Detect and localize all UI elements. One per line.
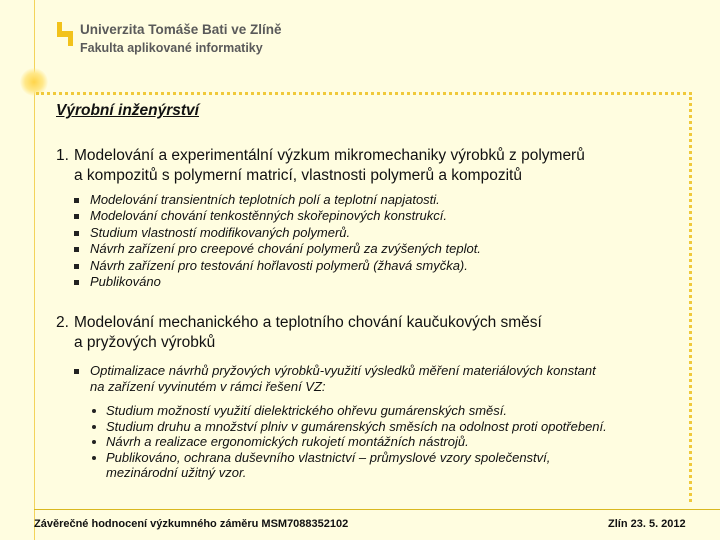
round-bullet-icon: [92, 409, 96, 413]
list-item-line-2: na zařízení vyvinutém v rámci řešení VZ:: [90, 379, 326, 395]
list-item: Návrh a realizace ergonomických rukojetí montážních nástrojů.: [90, 434, 690, 450]
section-1-list: [72, 192, 672, 290]
square-bullet-icon: [74, 198, 79, 203]
footer-date: Zlín 23. 5. 2012: [608, 518, 686, 530]
section-2-heading: [56, 313, 686, 353]
list-item: Publikováno, ochrana duševního vlastnictví – průmyslové vzory společenství, mezinárodní užitný vzor.: [90, 450, 690, 481]
square-bullet-icon: [74, 369, 79, 374]
section-1-heading: [56, 146, 686, 186]
list-item: Studium možností využití dielektrického ohřevu gumárenských směsí.: [90, 403, 690, 419]
list-item: Návrh zařízení pro creepové chování polymerů za zvýšených teplot.: [72, 241, 672, 257]
square-bullet-icon: [74, 231, 79, 236]
round-bullet-icon: [92, 440, 96, 444]
list-item-line-1: Optimalizace návrhů pryžových výrobků-využití výsledků měření materiálových konstant: [90, 363, 596, 378]
list-item: Publikováno: [72, 274, 672, 290]
list-item-continuation: mezinárodní užitný vzor.: [106, 465, 247, 480]
square-bullet-icon: [74, 280, 79, 285]
university-name: Univerzita Tomáše Bati ve Zlíně: [80, 22, 282, 37]
section-2-heading-line-2: a pryžových výrobků: [74, 334, 216, 351]
list-item: Modelování transientních teplotních polí a teplotní napjatosti.: [72, 192, 672, 208]
section-2-number: 2.: [56, 314, 69, 331]
faculty-name: Fakulta aplikované informatiky: [80, 41, 263, 55]
list-item: Studium druhu a množství plniv v gumárenských směsích na odolnost proti opotřebení.: [90, 419, 690, 435]
section-2-heading-line-1: Modelování mechanického a teplotního chování kaučukových směsí: [74, 314, 542, 331]
list-item: [72, 363, 672, 396]
section-1-number: 1.: [56, 147, 69, 164]
page-title: Výrobní inženýrství: [56, 102, 199, 119]
list-item: Modelování chování tenkostěnných skořepinových konstrukcí.: [72, 208, 672, 224]
list-item: Studium vlastností modifikovaných polymerů.: [72, 225, 672, 241]
section-1-heading-line-2: a kompozitů s polymerní matricí, vlastnosti polymerů a kompozitů: [74, 167, 522, 184]
footer-rule: [34, 509, 720, 510]
section-1-heading-line-1: Modelování a experimentální výzkum mikromechaniky výrobků z polymerů: [74, 147, 585, 164]
footer-project-label: Závěrečné hodnocení výzkumného záměru MSM7088352102: [34, 518, 349, 530]
round-bullet-icon: [92, 425, 96, 429]
square-bullet-icon: [74, 247, 79, 252]
list-item: Návrh zařízení pro testování hořlavosti polymerů (žhavá smyčka).: [72, 258, 672, 274]
section-2-sublist: [90, 403, 690, 481]
square-bullet-icon: [74, 214, 79, 219]
square-bullet-icon: [74, 264, 79, 269]
section-2-list: [72, 363, 672, 396]
round-bullet-icon: [92, 456, 96, 460]
utb-logo-icon: [57, 22, 73, 46]
top-dotted-rule: [36, 92, 692, 95]
